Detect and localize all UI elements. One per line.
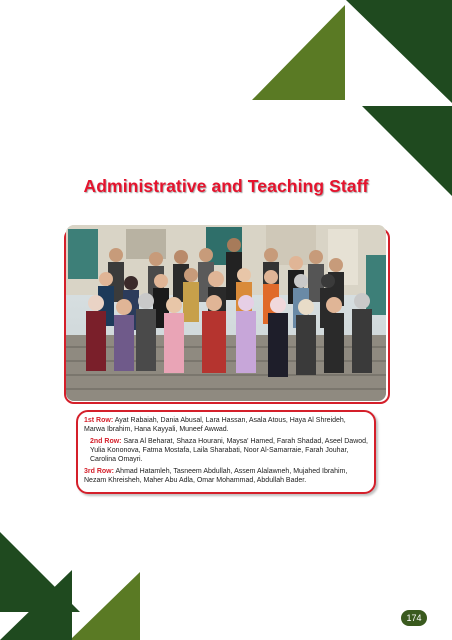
caption-row3-line1 bbox=[84, 467, 347, 476]
page-number: 174 bbox=[401, 610, 427, 626]
triangle-dark-top-right bbox=[346, 0, 452, 103]
row3-names-1: Ahmad Hatamleh, Tasneem Abdullah, Assem Alalawneh, Mujahed Ibrahim, bbox=[115, 468, 348, 475]
caption-container bbox=[76, 410, 376, 494]
photo-illustration bbox=[66, 225, 386, 401]
row1-names-1: Ayat Rabaiah, Dania Abusal, Lara Hassan, Asala Atous, Haya Al Shreideh, bbox=[114, 417, 346, 424]
triangle-olive-bottom bbox=[70, 572, 140, 640]
caption-row2-line3: Carolina Omayri. bbox=[90, 456, 143, 463]
row3-label: 3rd Row: bbox=[84, 468, 114, 475]
row2-label: 2nd Row: bbox=[90, 438, 122, 445]
staff-group-photo bbox=[66, 225, 386, 401]
caption-row2-line2: Yulia Kononova, Fatma Mostafa, Laila Sharabati, Noor Al-Samarraie, Farah Jouhar, bbox=[90, 447, 349, 454]
triangle-olive-top bbox=[252, 5, 345, 100]
row1-label: 1st Row: bbox=[84, 417, 114, 424]
caption-row1-line1 bbox=[84, 416, 346, 425]
row2-names-1: Sara Al Beharat, Shaza Hourani, Maysa' Hamed, Farah Shadad, Aseel Dawod, bbox=[123, 438, 368, 445]
caption-row3-line2: Nezam Khreisheh, Maher Abu Adla, Omar Mohammad, Abdullah Bader. bbox=[84, 477, 307, 484]
caption-row2-line1 bbox=[90, 437, 368, 446]
page-title: Administrative and Teaching Staff bbox=[83, 176, 369, 196]
caption-row1-line2: Marwa Ibrahim, Hana Kayyali, Muneef Awwad. bbox=[84, 426, 229, 433]
staff-photo-container bbox=[62, 225, 390, 406]
